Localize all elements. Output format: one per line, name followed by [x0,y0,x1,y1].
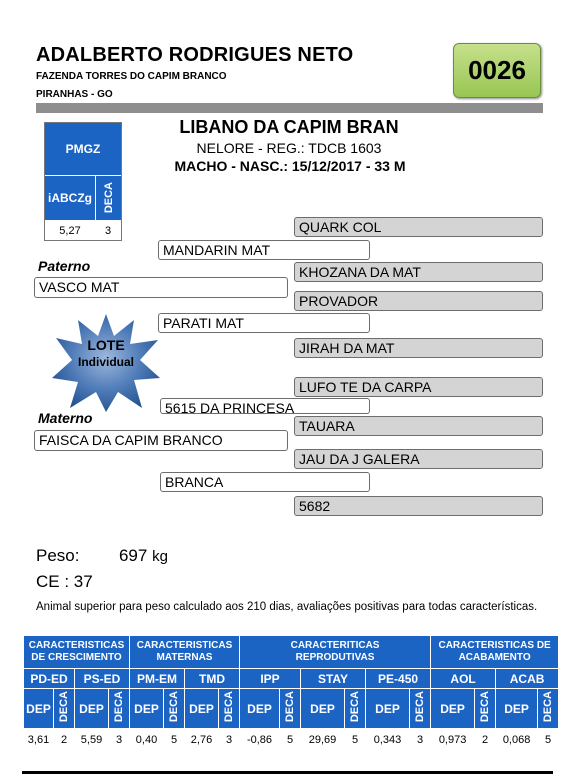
dep-value: 3,61 [24,729,54,752]
dep-value: 2,76 [185,729,219,752]
dep-header: DEP [301,689,345,729]
peso-label: Peso: [36,546,80,565]
index-deca-value: 3 [104,224,112,237]
deca-header: DECA [280,689,301,729]
iabczg-label: iABCZg [45,175,95,220]
paternal-grandsire: MANDARIN MAT [158,240,370,260]
deca-header: DECA [54,689,75,729]
footer-divider [22,771,553,774]
great-grandparent-2: KHOZANA DA MAT [294,262,543,282]
deca-header: DECA [109,689,130,729]
badge-line2: Individual [77,355,135,369]
dep-header: DEP [185,689,219,729]
maternal-grandsire: 5615 DA PRINCESA [160,398,370,414]
trait-header: ACAB [496,669,559,689]
sire-name: VASCO MAT [34,277,288,298]
trait-header: PE-450 [366,669,431,689]
dep-header: DEP [240,689,280,729]
dep-header: DEP [431,689,475,729]
owner-name: ADALBERTO RODRIGUES NETO [36,44,354,66]
header-divider [36,103,543,113]
dep-value: 0,973 [431,729,475,752]
deca-value: 5 [345,729,366,752]
maternal-granddam: BRANCA [160,472,370,492]
great-grandparent-3: PROVADOR [294,291,543,311]
deca-header: DECA [475,689,496,729]
trait-header: STAY [301,669,366,689]
deca-value: 2 [475,729,496,752]
deca-value: 3 [410,729,431,752]
dam-name: FAISCA DA CAPIM BRANCO [34,430,288,451]
dep-header: DEP [75,689,109,729]
ce-value: 37 [73,572,93,591]
trait-header: PM-EM [130,669,185,689]
deca-value: 5 [164,729,185,752]
great-grandparent-8: 5682 [294,496,543,516]
pmgz-label: PMGZ [45,123,121,175]
great-grandparent-6: TAUARA [294,416,543,436]
sex-birth: MACHO - NASC.: 15/12/2017 - 33 M [174,158,406,174]
dep-header: DEP [496,689,538,729]
trait-header: AOL [431,669,496,689]
deca-value: 3 [219,729,240,752]
dep-value: 0,40 [130,729,164,752]
dep-value: -0,86 [240,729,280,752]
dep-header: DEP [366,689,410,729]
dep-value: 0,343 [366,729,410,752]
deca-value: 2 [54,729,75,752]
badge-line1: LOTE [87,337,125,353]
dep-header: DEP [130,689,164,729]
lot-number-badge: 0026 [453,43,541,98]
deca-value: 3 [109,729,130,752]
great-grandparent-1: QUARK COL [294,217,543,237]
deca-header: DECA [410,689,431,729]
deca-value: 5 [280,729,301,752]
group-header-reproductive: CARACTERITICAS REPRODUTIVAS [240,636,431,669]
trait-header: PD-ED [24,669,75,689]
ce-line [36,572,93,592]
epd-table [23,635,559,752]
trait-header: IPP [240,669,301,689]
deca-header: DECA [219,689,240,729]
deca-header: DECA [345,689,366,729]
index-deca-label: DECA [95,175,121,220]
paterno-label: Paterno [38,258,91,274]
farm-name: FAZENDA TORRES DO CAPIM BRANCO [36,71,227,82]
materno-label: Materno [38,410,93,426]
peso-line [36,546,168,566]
great-grandparent-4: JIRAH DA MAT [294,338,543,358]
dep-value: 29,69 [301,729,345,752]
peso-unit: kg [152,548,168,565]
iabczg-value: 5,27 [59,224,81,237]
dep-header: DEP [24,689,54,729]
animal-name: LIBANO DA CAPIM BRAN [179,117,399,137]
city-name: PIRANHAS - GO [36,89,113,100]
peso-value: 697 [118,546,148,565]
trait-header: TMD [185,669,240,689]
deca-header: DECA [164,689,185,729]
trait-header: PS-ED [75,669,130,689]
dep-value: 5,59 [75,729,109,752]
breed-registration: NELORE - REG.: TDCB 1603 [196,140,382,156]
group-header-maternal: CARACTERISTICAS MATERNAS [130,636,240,669]
group-header-finishing: CARACTERISTICAS DE ACABAMENTO [431,636,559,669]
deca-value: 5 [538,729,559,752]
deca-header: DECA [538,689,559,729]
ce-label: CE : [36,572,70,591]
great-grandparent-5: LUFO TE DA CARPA [294,377,543,397]
group-header-growth: CARACTERISTICAS DE CRESCIMENTO [24,636,130,669]
lote-individual-badge [50,312,162,414]
dep-value: 0,068 [496,729,538,752]
evaluation-note: Animal superior para peso calculado aos 210 dias, avaliações positivas para todas características. [36,601,538,613]
paternal-granddam: PARATI MAT [158,313,370,333]
great-grandparent-7: JAU DA J GALERA [294,449,543,469]
